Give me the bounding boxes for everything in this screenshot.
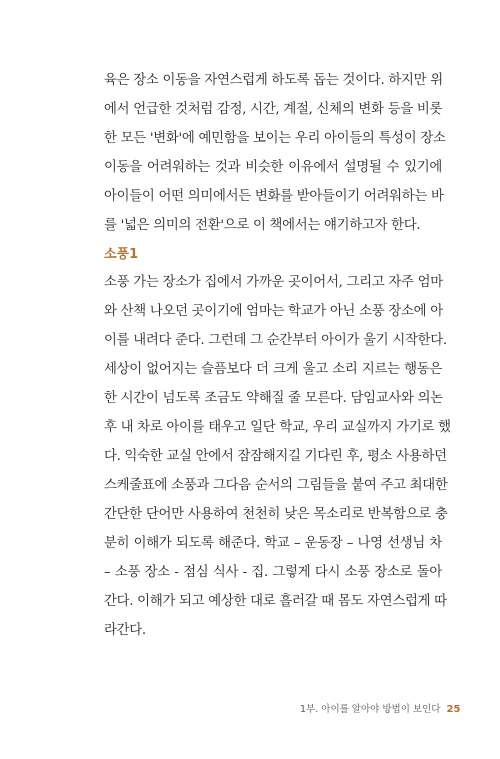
text-line: – 소풍 장소 - 점심 식사 - 집. 그렇게 다시 소풍 장소로 돌아 [104,565,442,580]
text-line: 를 '넓은 의미의 전환'으로 이 책에서는 얘기하고자 한다. [104,218,421,233]
text-line: 에서 언급한 것처럼 감정, 시간, 계절, 신체의 변화 등을 비롯 [104,102,443,117]
text-line: 소풍 가는 장소가 집에서 가까운 곳이어서, 그리고 자주 엄마 [104,275,443,290]
running-title: 1부. 아이를 알아야 방법이 보인다 [300,704,441,715]
text-line: 아이들이 어떤 의미에서든 변화를 받아들이기 어려워하는 바 [104,189,444,204]
text-line: 스케줄표에 소풍과 그다음 순서의 그림들을 붙여 주고 최대한 [104,478,448,493]
text-line: 후 내 차로 아이를 태우고 일단 학교, 우리 교실까지 가기로 했 [104,420,451,435]
text-line: 간단한 단어만 사용하여 천천히 낮은 목소리로 반복함으로 충 [104,507,448,522]
text-line: 와 산책 나오던 곳이기에 엄마는 학교가 아닌 소풍 장소에 아 [104,304,443,319]
text-line: 분히 이해가 되도록 해준다. 학교 – 운동장 – 나영 선생님 차 [104,536,442,551]
text-line: 이동을 어려워하는 것과 비슷한 이유에서 설명될 수 있기에 [104,160,442,175]
text-line: 한 시간이 넘도록 조금도 약해질 줄 모른다. 담임교사와 의논 [104,391,443,406]
text-line: 세상이 없어지는 슬픔보다 더 크게 울고 소리 지르는 행동은 [104,362,442,377]
text-line: 육은 장소 이동을 자연스럽게 하도록 돕는 것이다. 하지만 위 [104,73,443,88]
text-line: 다. 익숙한 교실 안에서 잠잠해지길 기다린 후, 평소 사용하던 [104,449,447,464]
page-footer [300,701,461,715]
text-line: 라간다. [104,623,146,638]
page-number: 25 [446,704,461,715]
body-paragraph-2 [104,268,451,645]
text-line: 이를 내려다 준다. 그런데 그 순간부터 아이가 울기 시작한다. [104,333,447,348]
body-paragraph-1 [104,66,446,240]
section-heading: 소풍1 [104,247,139,262]
text-line: 간다. 이해가 되고 예상한 대로 흘러갈 때 몸도 자연스럽게 따 [104,594,447,609]
text-line: 한 모든 '변화'에 예민함을 보이는 우리 아이들의 특성이 장소 [104,131,446,146]
